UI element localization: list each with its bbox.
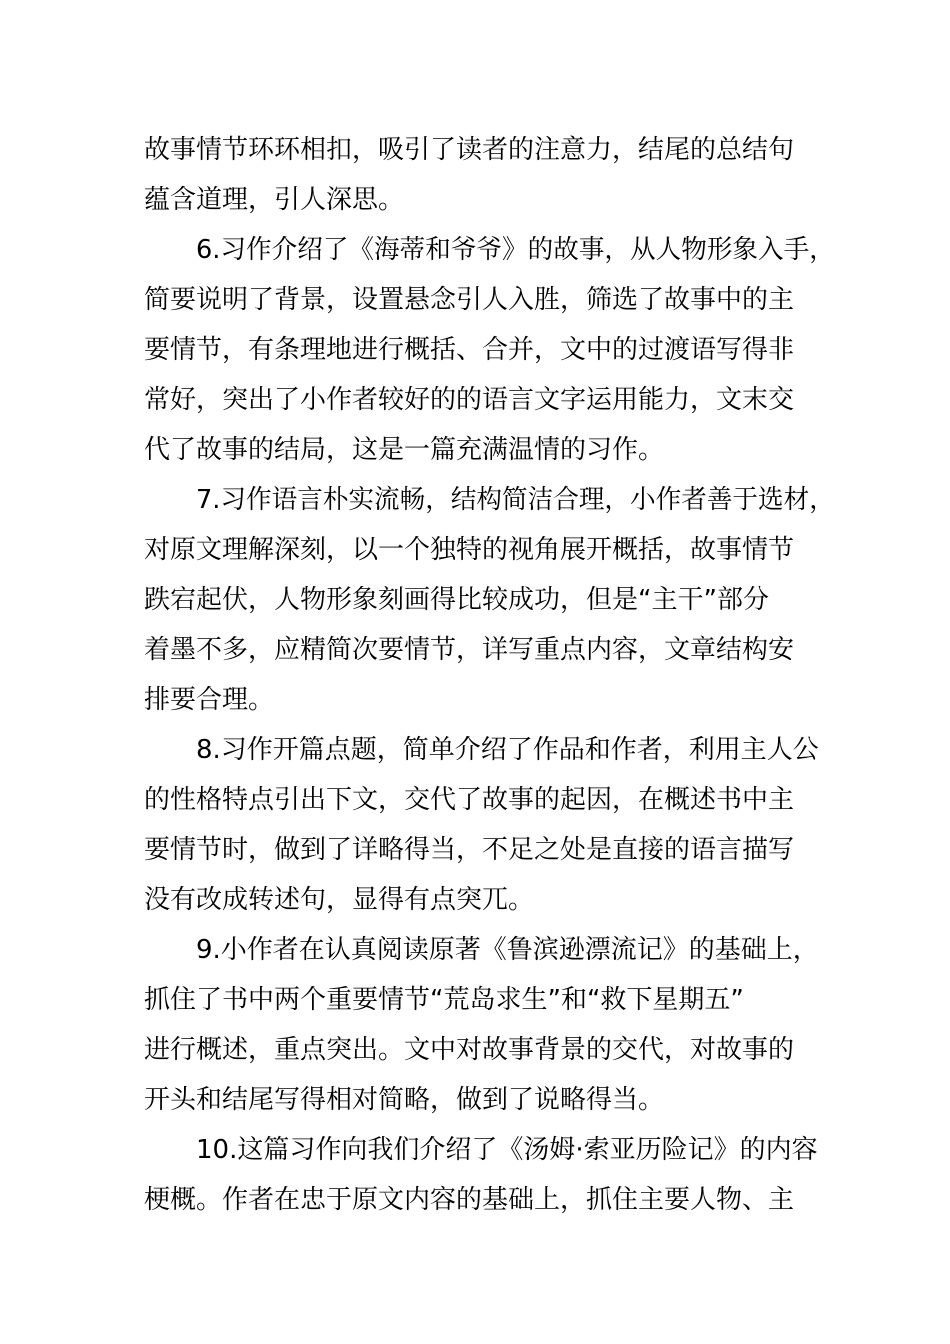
text-line: 代了故事的结局，这是一篇充满温情的习作。: [144, 435, 665, 465]
text-line: 要情节时，做到了详略得当，不足之处是直接的语言描写: [144, 835, 795, 865]
text-line: 要情节，有条理地进行概括、合并，文中的过渡语写得非: [144, 335, 795, 365]
text-line: 梗概。作者在忠于原文内容的基础上，抓住主要人物、主: [144, 1185, 795, 1215]
text-line: 着墨不多，应精简次要情节，详写重点内容，文章结构安: [144, 635, 795, 665]
text-line: 进行概述，重点突出。文中对故事背景的交代，对故事的: [144, 1035, 795, 1065]
text-line: 的性格特点引出下文，交代了故事的起因，在概述书中主: [144, 785, 795, 815]
text-line: 故事情节环环相扣，吸引了读者的注意力，结尾的总结句: [144, 135, 795, 165]
text-line: 常好，突出了小作者较好的的语言文字运用能力，文末交: [144, 385, 795, 415]
text-line: 排要合理。: [144, 685, 275, 715]
text-line: 开头和结尾写得相对简略，做到了说略得当。: [144, 1085, 665, 1115]
text-line: 对原文理解深刻，以一个独特的视角展开概括，故事情节: [144, 535, 795, 565]
paragraph-8-start: 8.习作开篇点题，简单介绍了作品和作者，利用主人公: [196, 735, 819, 765]
text-line: 没有改成转述句，显得有点突兀。: [144, 885, 535, 915]
text-line: 抓住了书中两个重要情节“荒岛求生”和“救下星期五”: [144, 985, 744, 1015]
paragraph-9-start: 9.小作者在认真阅读原著《鲁滨逊漂流记》的基础上，: [196, 935, 819, 965]
paragraph-6-start: 6.习作介绍了《海蒂和爷爷》的故事，从人物形象入手，: [196, 235, 835, 265]
paragraph-7-start: 7.习作语言朴实流畅，结构简洁合理，小作者善于选材，: [196, 485, 835, 515]
text-line: 简要说明了背景，设置悬念引人入胜，筛选了故事中的主: [144, 285, 795, 315]
text-line: 跌宕起伏，人物形象刻画得比较成功，但是“主干”部分: [144, 585, 769, 615]
paragraph-10-start: 10.这篇习作向我们介绍了《汤姆·索亚历险记》的内容: [196, 1135, 818, 1165]
text-line: 蕴含道理，引人深思。: [144, 185, 405, 215]
